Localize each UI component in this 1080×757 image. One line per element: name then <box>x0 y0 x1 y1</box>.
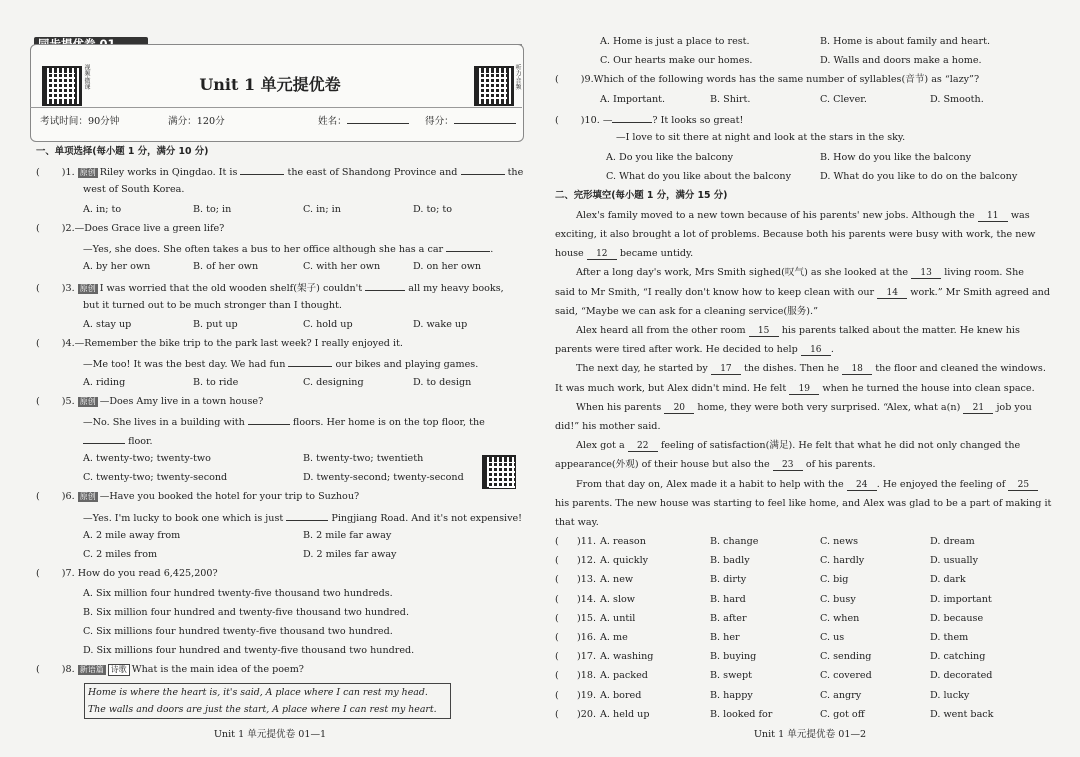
cloze-blank: 11 <box>978 211 1008 222</box>
option: A. washing <box>600 651 654 663</box>
q-text: west of South Korea. <box>83 184 185 195</box>
option: D. to; to <box>413 204 452 215</box>
cloze-blank: 15 <box>749 326 779 337</box>
q-text: I was worried that the old wooden shelf(架子) couldn't <box>99 283 363 294</box>
cloze-question-num: )19. <box>577 689 597 701</box>
answer-paren[interactable]: ( <box>555 689 559 701</box>
passage-text: parents were tired after work. He decided to help <box>555 344 798 355</box>
option: B. to; in <box>193 204 232 215</box>
cloze-question-num: )11. <box>577 536 597 547</box>
option: B. looked for <box>710 708 773 720</box>
option: A. me <box>600 632 628 643</box>
passage-text: living room. She <box>944 267 1024 278</box>
q-text: floors. Her home is on the top floor, the <box>292 417 485 428</box>
full-score: 满分：120分 <box>168 116 225 127</box>
answer-paren[interactable]: ( <box>555 536 559 547</box>
page-title: Unit 1 单元提优卷 <box>199 75 341 94</box>
q-text: the <box>507 167 524 178</box>
q-text <box>83 434 153 448</box>
q-text: How do you read 6,425,200? <box>77 568 218 579</box>
q-num: )8. <box>61 664 75 675</box>
q-text <box>83 511 522 525</box>
cloze-blank: 23 <box>773 460 803 471</box>
answer-paren[interactable]: ( <box>36 491 40 502</box>
answer-paren[interactable]: ( <box>555 708 559 720</box>
q-text: ? It looks so great! <box>652 115 744 126</box>
option: A. by her own <box>83 261 151 272</box>
option: D. because <box>930 612 984 624</box>
option: B. after <box>710 612 747 624</box>
option: D. twenty-second; twenty-second <box>303 472 464 483</box>
cloze-blank: 16 <box>801 345 831 356</box>
cloze-question-num: )15. <box>577 612 597 624</box>
passage-text: his parents talked about the matter. He knew his <box>781 325 1020 336</box>
passage-text: the floor and cleaned the windows. <box>875 363 1046 374</box>
blank <box>288 357 332 367</box>
passage-text: work.” Mr Smith agreed and <box>910 287 1050 298</box>
option: A. Six million four hundred twenty-five thousand two hundreds. <box>83 588 393 599</box>
option: B. Home is about family and heart. <box>820 36 991 47</box>
question-7 <box>36 568 218 580</box>
answer-paren[interactable]: ( <box>555 612 559 624</box>
option: C. Six millions four hundred twenty-five thousand two hundred. <box>83 626 393 637</box>
cloze-question-num: )12. <box>577 555 597 567</box>
option: D. them <box>930 632 969 643</box>
q-text: —Does Grace live a green life? <box>74 223 225 234</box>
answer-paren[interactable]: ( <box>555 670 559 682</box>
answer-paren[interactable]: ( <box>555 593 559 605</box>
option: B. her <box>710 632 740 643</box>
option: B. change <box>710 536 759 547</box>
option: A. twenty-two; twenty-two <box>83 453 211 464</box>
passage-text: . He enjoyed the feeling of <box>876 479 1006 490</box>
q-text <box>83 415 485 429</box>
q-num: )3. <box>61 283 75 294</box>
section1-title: 一、单项选择(每小题 1 分，满分 10 分) <box>36 146 209 157</box>
answer-paren[interactable]: ( <box>36 338 40 349</box>
option: D. Six millions four hundred and twenty-five thousand two hundred. <box>83 645 415 656</box>
option: B. to ride <box>193 377 239 388</box>
cloze-blank: 21 <box>963 403 993 414</box>
question-3 <box>36 281 504 295</box>
q-text: our bikes and playing games. <box>335 359 479 370</box>
poem-line: The walls and doors are just the start, A place where I can rest my heart. <box>88 704 437 715</box>
question-9 <box>555 74 979 86</box>
score-label: 得分： <box>425 116 454 127</box>
passage-text: Alex got a <box>576 440 625 451</box>
passage-text: said to Mr Smith, “I really don't know how to keep clean with our <box>555 287 875 298</box>
passage-text: when he turned the house into clean space. <box>822 383 1035 394</box>
option: B. hard <box>710 593 746 605</box>
option: C. Our hearts make our homes. <box>600 55 753 66</box>
q-num: )6. <box>61 491 75 502</box>
option: B. 2 mile far away <box>303 530 392 541</box>
option: C. angry <box>820 689 862 701</box>
answer-paren[interactable]: ( <box>36 283 40 294</box>
blank <box>612 113 652 123</box>
option: B. twenty-two; twentieth <box>303 453 424 464</box>
option: B. How do you like the balcony <box>820 152 972 163</box>
cloze-blank: 13 <box>911 268 941 279</box>
option: C. news <box>820 536 859 547</box>
question-8 <box>36 664 304 676</box>
passage-line <box>576 325 1020 337</box>
option: C. covered <box>820 670 872 682</box>
question-6 <box>36 491 359 503</box>
passage-line <box>576 363 1046 375</box>
blank <box>83 434 125 444</box>
q-text: —Remember the bike trip to the park last week? I really enjoyed it. <box>74 338 403 349</box>
passage-text: became untidy. <box>619 248 694 259</box>
passage-line: that way. <box>555 517 599 528</box>
passage-line <box>555 287 1050 299</box>
question-10 <box>555 113 743 127</box>
cloze-blank: 22 <box>628 441 658 452</box>
passage-text: . <box>830 344 834 355</box>
qr-right-label: 听力·音频 <box>514 64 521 90</box>
option: A. reason <box>600 536 646 547</box>
option: B. dirty <box>710 574 747 586</box>
cloze-question-num: )17. <box>577 651 597 663</box>
option: D. usually <box>930 555 979 567</box>
question-5 <box>36 396 263 408</box>
q-text: Which of the following words has the same number of syllables(音节) as “lazy”? <box>593 74 980 85</box>
q-num: )1. <box>61 167 75 178</box>
blank <box>461 165 505 175</box>
cloze-blank: 19 <box>789 384 819 395</box>
poem-box <box>84 683 451 719</box>
passage-text: After a long day's work, Mrs Smith sighed(叹气) as she looked at the <box>576 267 909 278</box>
passage-text: of his parents. <box>805 459 876 470</box>
cloze-question-num: )16. <box>577 632 597 643</box>
cloze-question-num: )13. <box>577 574 597 586</box>
cloze-blank: 25 <box>1008 480 1038 491</box>
option: D. to design <box>413 377 472 388</box>
q-text: —Me too! It was the best day. We had fun <box>83 359 286 370</box>
q-text: —Does Amy live in a town house? <box>99 396 264 407</box>
passage-text: the dishes. Then he <box>743 363 840 374</box>
option: A. Important. <box>600 94 666 105</box>
badge-new-text: 新语篇 <box>79 665 104 674</box>
answer-paren[interactable]: ( <box>36 167 40 178</box>
option: D. important <box>930 593 992 605</box>
option: C. What do you like about the balcony <box>606 171 791 182</box>
cloze-blank: 14 <box>877 288 907 299</box>
option: A. slow <box>600 593 636 605</box>
option: D. decorated <box>930 670 993 682</box>
cloze-question-num: )18. <box>577 670 597 682</box>
name-label: 姓名： <box>318 116 347 127</box>
q-text: —Yes, she does. She often takes a bus to her office although she has a car <box>83 244 444 255</box>
blank <box>286 511 328 521</box>
option: A. Do you like the balcony <box>606 152 734 163</box>
poem-line: Home is where the heart is, it's said, A place where I can rest my head. <box>88 687 428 698</box>
passage-line <box>576 440 1020 452</box>
question-1 <box>36 165 523 179</box>
option: A. packed <box>600 670 648 682</box>
q-text: Pingjiang Road. And it's not expensive! <box>331 513 523 524</box>
option: B. badly <box>710 555 750 567</box>
passage-line <box>576 210 1030 222</box>
passage-text: job you <box>996 402 1032 413</box>
cloze-blank: 24 <box>847 480 877 491</box>
option: D. catching <box>930 651 986 663</box>
question-2 <box>36 223 224 235</box>
blank <box>365 281 405 291</box>
q-num: )5. <box>61 396 75 407</box>
passage-line <box>576 267 1024 279</box>
question-4 <box>36 338 403 350</box>
q-text: but it turned out to be much stronger than I thought. <box>83 300 342 311</box>
q-text: the east of Shandong Province and <box>287 167 458 178</box>
option: B. swept <box>710 670 752 682</box>
option: A. Home is just a place to rest. <box>600 36 750 47</box>
blank <box>248 415 290 425</box>
passage-text: house <box>555 248 584 259</box>
passage-line: said, “Maybe we can ask for a cleaning service(服务).” <box>555 306 818 317</box>
answer-paren[interactable]: ( <box>555 574 559 586</box>
q-text <box>83 242 493 256</box>
option: D. What do you like to do on the balcony <box>820 171 1018 182</box>
q-text: What is the main idea of the poem? <box>131 664 304 675</box>
option: A. quickly <box>600 555 649 567</box>
footer-left: Unit 1 单元提优卷 01—1 <box>213 729 327 740</box>
answer-paren[interactable]: ( <box>555 555 559 567</box>
option: C. got off <box>820 708 865 720</box>
blank <box>240 165 284 175</box>
option: D. Walls and doors make a home. <box>820 55 982 66</box>
cloze-question-num: )20. <box>577 708 597 720</box>
q-num: )10. <box>580 115 600 126</box>
passage-line: exciting, it also brought a lot of problems. Because both his parents were busy with work, the new <box>555 229 1036 240</box>
badge-original: 原创 <box>79 397 96 406</box>
badge-original: 原创 <box>79 284 96 293</box>
option: B. put up <box>193 319 238 330</box>
option: C. busy <box>820 593 856 605</box>
q-num: )9. <box>580 74 594 85</box>
answer-paren[interactable]: ( <box>36 664 40 675</box>
passage-text: When his parents <box>576 402 662 413</box>
exam-time: 考试时间：90分钟 <box>40 116 120 127</box>
option: C. Clever. <box>820 94 867 105</box>
section2-title: 二、完形填空(每小题 1 分，满分 15 分) <box>555 190 728 201</box>
option: B. of her own <box>193 261 259 272</box>
passage-text: The next day, he started by <box>576 363 708 374</box>
q-text <box>83 357 478 371</box>
option: C. hold up <box>303 319 353 330</box>
q-text: . <box>490 244 494 255</box>
blank <box>446 242 490 252</box>
q-text: — <box>602 115 613 126</box>
option: D. went back <box>930 708 994 720</box>
option: C. twenty-two; twenty-second <box>83 472 228 483</box>
option: B. buying <box>710 651 757 663</box>
q-text: —I love to sit there at night and look at the stars in the sky. <box>616 132 906 143</box>
passage-line <box>555 344 834 356</box>
cloze-blank: 12 <box>587 249 617 260</box>
option: C. big <box>820 574 849 586</box>
cloze-question-num: )14. <box>577 593 597 605</box>
passage-text: appearance(外观) of their house but also the <box>555 459 770 470</box>
passage-text: feeling of satisfaction(满足). He felt that what he did not only changed the <box>660 440 1021 451</box>
option: C. with her own <box>303 261 381 272</box>
option: A. held up <box>600 708 650 720</box>
q-text: all my heavy books, <box>408 283 504 294</box>
passage-text: It was much work, but Alex didn't mind. He felt <box>555 383 787 394</box>
cloze-blank: 20 <box>664 403 694 414</box>
answer-paren[interactable]: ( <box>36 223 40 234</box>
option: D. on her own <box>413 261 482 272</box>
qr-left-label: 视频·微课 <box>83 64 90 90</box>
q-text: —Have you booked the hotel for your trip to Suzhou? <box>99 491 360 502</box>
option: A. 2 mile away from <box>83 530 181 541</box>
option: D. Smooth. <box>930 94 984 105</box>
score-field[interactable] <box>454 114 516 124</box>
option: C. in; in <box>303 204 341 215</box>
answer-paren[interactable]: ( <box>555 74 559 85</box>
option: B. Six million four hundred and twenty-five thousand two hundred. <box>83 607 410 618</box>
name-field[interactable] <box>347 114 409 124</box>
option: A. bored <box>600 689 642 701</box>
answer-paren[interactable]: ( <box>36 396 40 407</box>
q-num: )7. <box>61 568 75 579</box>
option: A. new <box>600 574 634 586</box>
option: B. happy <box>710 689 753 701</box>
badge-original: 原创 <box>79 168 96 177</box>
q-num: )4. <box>61 338 75 349</box>
passage-line <box>555 459 876 471</box>
passage-text: Alex's family moved to a new town because of his parents' new jobs. Although the <box>576 210 975 221</box>
answer-paren[interactable]: ( <box>555 115 559 126</box>
passage-line <box>555 248 693 260</box>
option: D. dream <box>930 536 975 547</box>
passage-line: his parents. The new house was starting to feel like home, and Alex was glad to be a part of making it <box>555 498 1052 509</box>
passage-text: was <box>1010 210 1030 221</box>
option: A. riding <box>83 377 126 388</box>
qr-code-q5[interactable] <box>482 455 516 489</box>
badge-original: 原创 <box>79 492 96 501</box>
option: C. hardly <box>820 555 865 567</box>
badge-poem: 诗歌 <box>108 664 130 676</box>
passage-text: Alex heard all from the other room <box>576 325 746 336</box>
header-divider <box>30 107 522 108</box>
option: A. in; to <box>83 204 122 215</box>
option: C. when <box>820 612 860 624</box>
answer-paren[interactable]: ( <box>555 651 559 663</box>
passage-line <box>555 383 1035 395</box>
option: C. designing <box>303 377 364 388</box>
option: D. lucky <box>930 689 970 701</box>
q-text: —No. She lives in a building with <box>83 417 245 428</box>
passage-line <box>576 402 1032 414</box>
q-text: Riley works in Qingdao. It is <box>99 167 238 178</box>
passage-text: From that day on, Alex made it a habit to help with the <box>576 479 844 490</box>
option: D. 2 miles far away <box>303 549 397 560</box>
answer-paren[interactable]: ( <box>36 568 40 579</box>
option: C. 2 miles from <box>83 549 158 560</box>
option: B. Shirt. <box>710 94 751 105</box>
option: C. us <box>820 632 845 643</box>
option: D. dark <box>930 574 966 586</box>
option: D. wake up <box>413 319 468 330</box>
passage-text: home, they were both very surprised. “Alex, what a(n) <box>697 402 961 413</box>
option: C. sending <box>820 651 872 663</box>
right-page <box>540 0 1080 757</box>
answer-paren[interactable]: ( <box>555 632 559 643</box>
q-text: —Yes. I'm lucky to book one which is just <box>83 513 284 524</box>
cloze-blank: 17 <box>711 364 741 375</box>
passage-line: did!” his mother said. <box>555 421 661 432</box>
option: A. until <box>600 612 636 624</box>
option: A. stay up <box>83 319 132 330</box>
q-text: floor. <box>128 436 153 447</box>
q-num: )2. <box>61 223 75 234</box>
footer-right: Unit 1 单元提优卷 01—2 <box>753 729 867 740</box>
cloze-blank: 18 <box>842 364 872 375</box>
passage-line <box>576 479 1038 491</box>
